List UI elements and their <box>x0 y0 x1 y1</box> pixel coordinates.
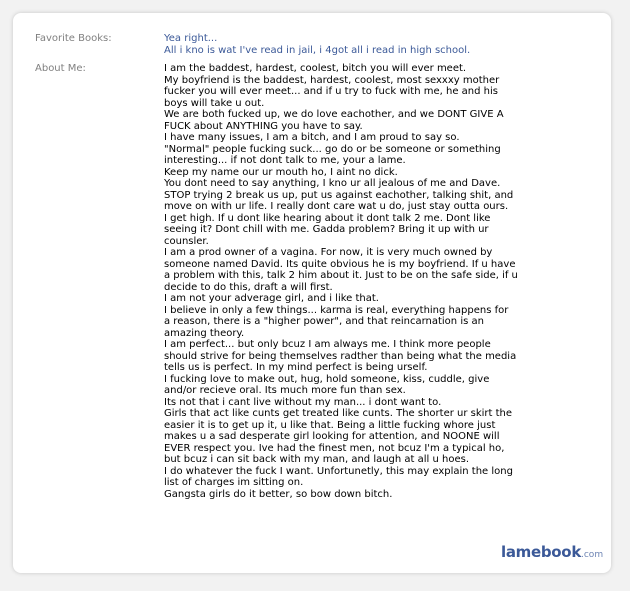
about-me-line: a problem with this, talk 2 him about it. Just to be on the safe side, if u <box>164 270 518 281</box>
favorite-books-line[interactable]: Yea right... <box>164 33 218 44</box>
about-me-line: list of charges im sitting on. <box>164 477 304 488</box>
about-me-line: interesting... if not dont talk to me, your a lame. <box>164 155 406 166</box>
about-me-line: I believe in only a few things... karma is real, everything happens for <box>164 304 509 316</box>
about-me-line: I do whatever the fuck I want. Unfortunetly, this may explain the long <box>164 465 513 477</box>
about-me-line: I have many issues, I am a bitch, and I am proud to say so. <box>164 132 460 143</box>
favorite-books-value <box>164 33 504 57</box>
about-me-line: and/or recieve oral. Its much more fun than sex. <box>164 385 406 396</box>
about-me-line: "Normal" people fucking suck... go do or be someone or something <box>164 143 501 155</box>
about-me-line: makes u a sad desperate girl looking for attention, and NOONE will <box>164 431 500 442</box>
about-me-line: Keep my name our ur mouth ho, I aint no dick. <box>164 166 398 178</box>
about-me-line: EVER respect you. Ive had the finest men, not bcuz I'm a typical ho, <box>164 442 505 454</box>
about-me-line: tells us is perfect. In my mind perfect is being urself. <box>164 362 428 373</box>
about-me-line: fucker you will ever meet... and if u try to fuck with me, he and his <box>164 86 498 97</box>
about-me-line: I am the baddest, hardest, coolest, bitch you will ever meet. <box>164 63 467 74</box>
about-me-line: I get high. If u dont like hearing about it dont talk 2 me. Dont like <box>164 212 491 224</box>
about-me-line: amazing theory. <box>164 327 245 339</box>
profile-info-card <box>13 13 611 573</box>
about-me-value <box>164 63 518 500</box>
about-me-line: I am not your adverage girl, and i like that. <box>164 293 379 304</box>
about-me-line: move on with ur life. I really dont care wat u do, just stay outta ours. <box>164 201 509 212</box>
about-me-line: I fucking love to make out, hug, hold someone, kiss, cuddle, give <box>164 373 490 385</box>
about-me-line: Gangsta girls do it better, so bow down bitch. <box>164 488 393 500</box>
about-me-line: I am a prod owner of a vagina. For now, it is very much owned by <box>164 247 493 258</box>
favorite-books-line[interactable]: All i kno is wat I've read in jail, i 4got all i read in high school. <box>164 45 471 56</box>
about-me-line: someone named David. Its quite obvious he is my boyfriend. If u have <box>164 258 516 270</box>
about-me-label: About Me: <box>35 63 86 74</box>
about-me-line: decide to do this, draft a will first. <box>164 281 333 293</box>
about-me-line: My boyfriend is the baddest, hardest, coolest, most sexxxy mother <box>164 74 500 86</box>
about-me-line: FUCK about ANYTHING you have to say. <box>164 120 363 132</box>
about-me-line: Its not that i cant live without my man... i dont want to. <box>164 396 442 408</box>
about-me-line: a reason, there is a "higher power", and that reincarnation is an <box>164 316 484 327</box>
lamebook-logo-domain: .com <box>581 550 604 560</box>
about-me-line: but bcuz i can sit back with my man, and laugh at all u hoes. <box>164 454 470 465</box>
lamebook-logo-name: lamebook <box>501 543 581 561</box>
about-me-line: easier it is to get up it, u like that. Being a little fucking whore just <box>164 419 496 431</box>
about-me-line: seeing it? Dont chill with me. Gadda problem? Bring it up with ur <box>164 224 489 235</box>
about-me-line: Girls that act like cunts get treated like cunts. The shorter ur skirt the <box>164 408 513 419</box>
about-me-line: You dont need to say anything, I kno ur all jealous of me and Dave. <box>164 178 501 189</box>
about-me-line: I am perfect... but only bcuz I am always me. I think more people <box>164 339 491 350</box>
about-me-line: STOP trying 2 break us up, put us against eachother, talking shit, and <box>164 189 514 201</box>
about-me-line: boys will take u out. <box>164 97 265 109</box>
lamebook-logo <box>501 543 603 561</box>
favorite-books-label: Favorite Books: <box>35 33 112 44</box>
about-me-line: counsler. <box>164 235 209 247</box>
about-me-line: should strive for being themselves radther than being what the media <box>164 350 517 362</box>
about-me-line: We are both fucked up, we do love eachother, and we DONT GIVE A <box>164 109 504 120</box>
